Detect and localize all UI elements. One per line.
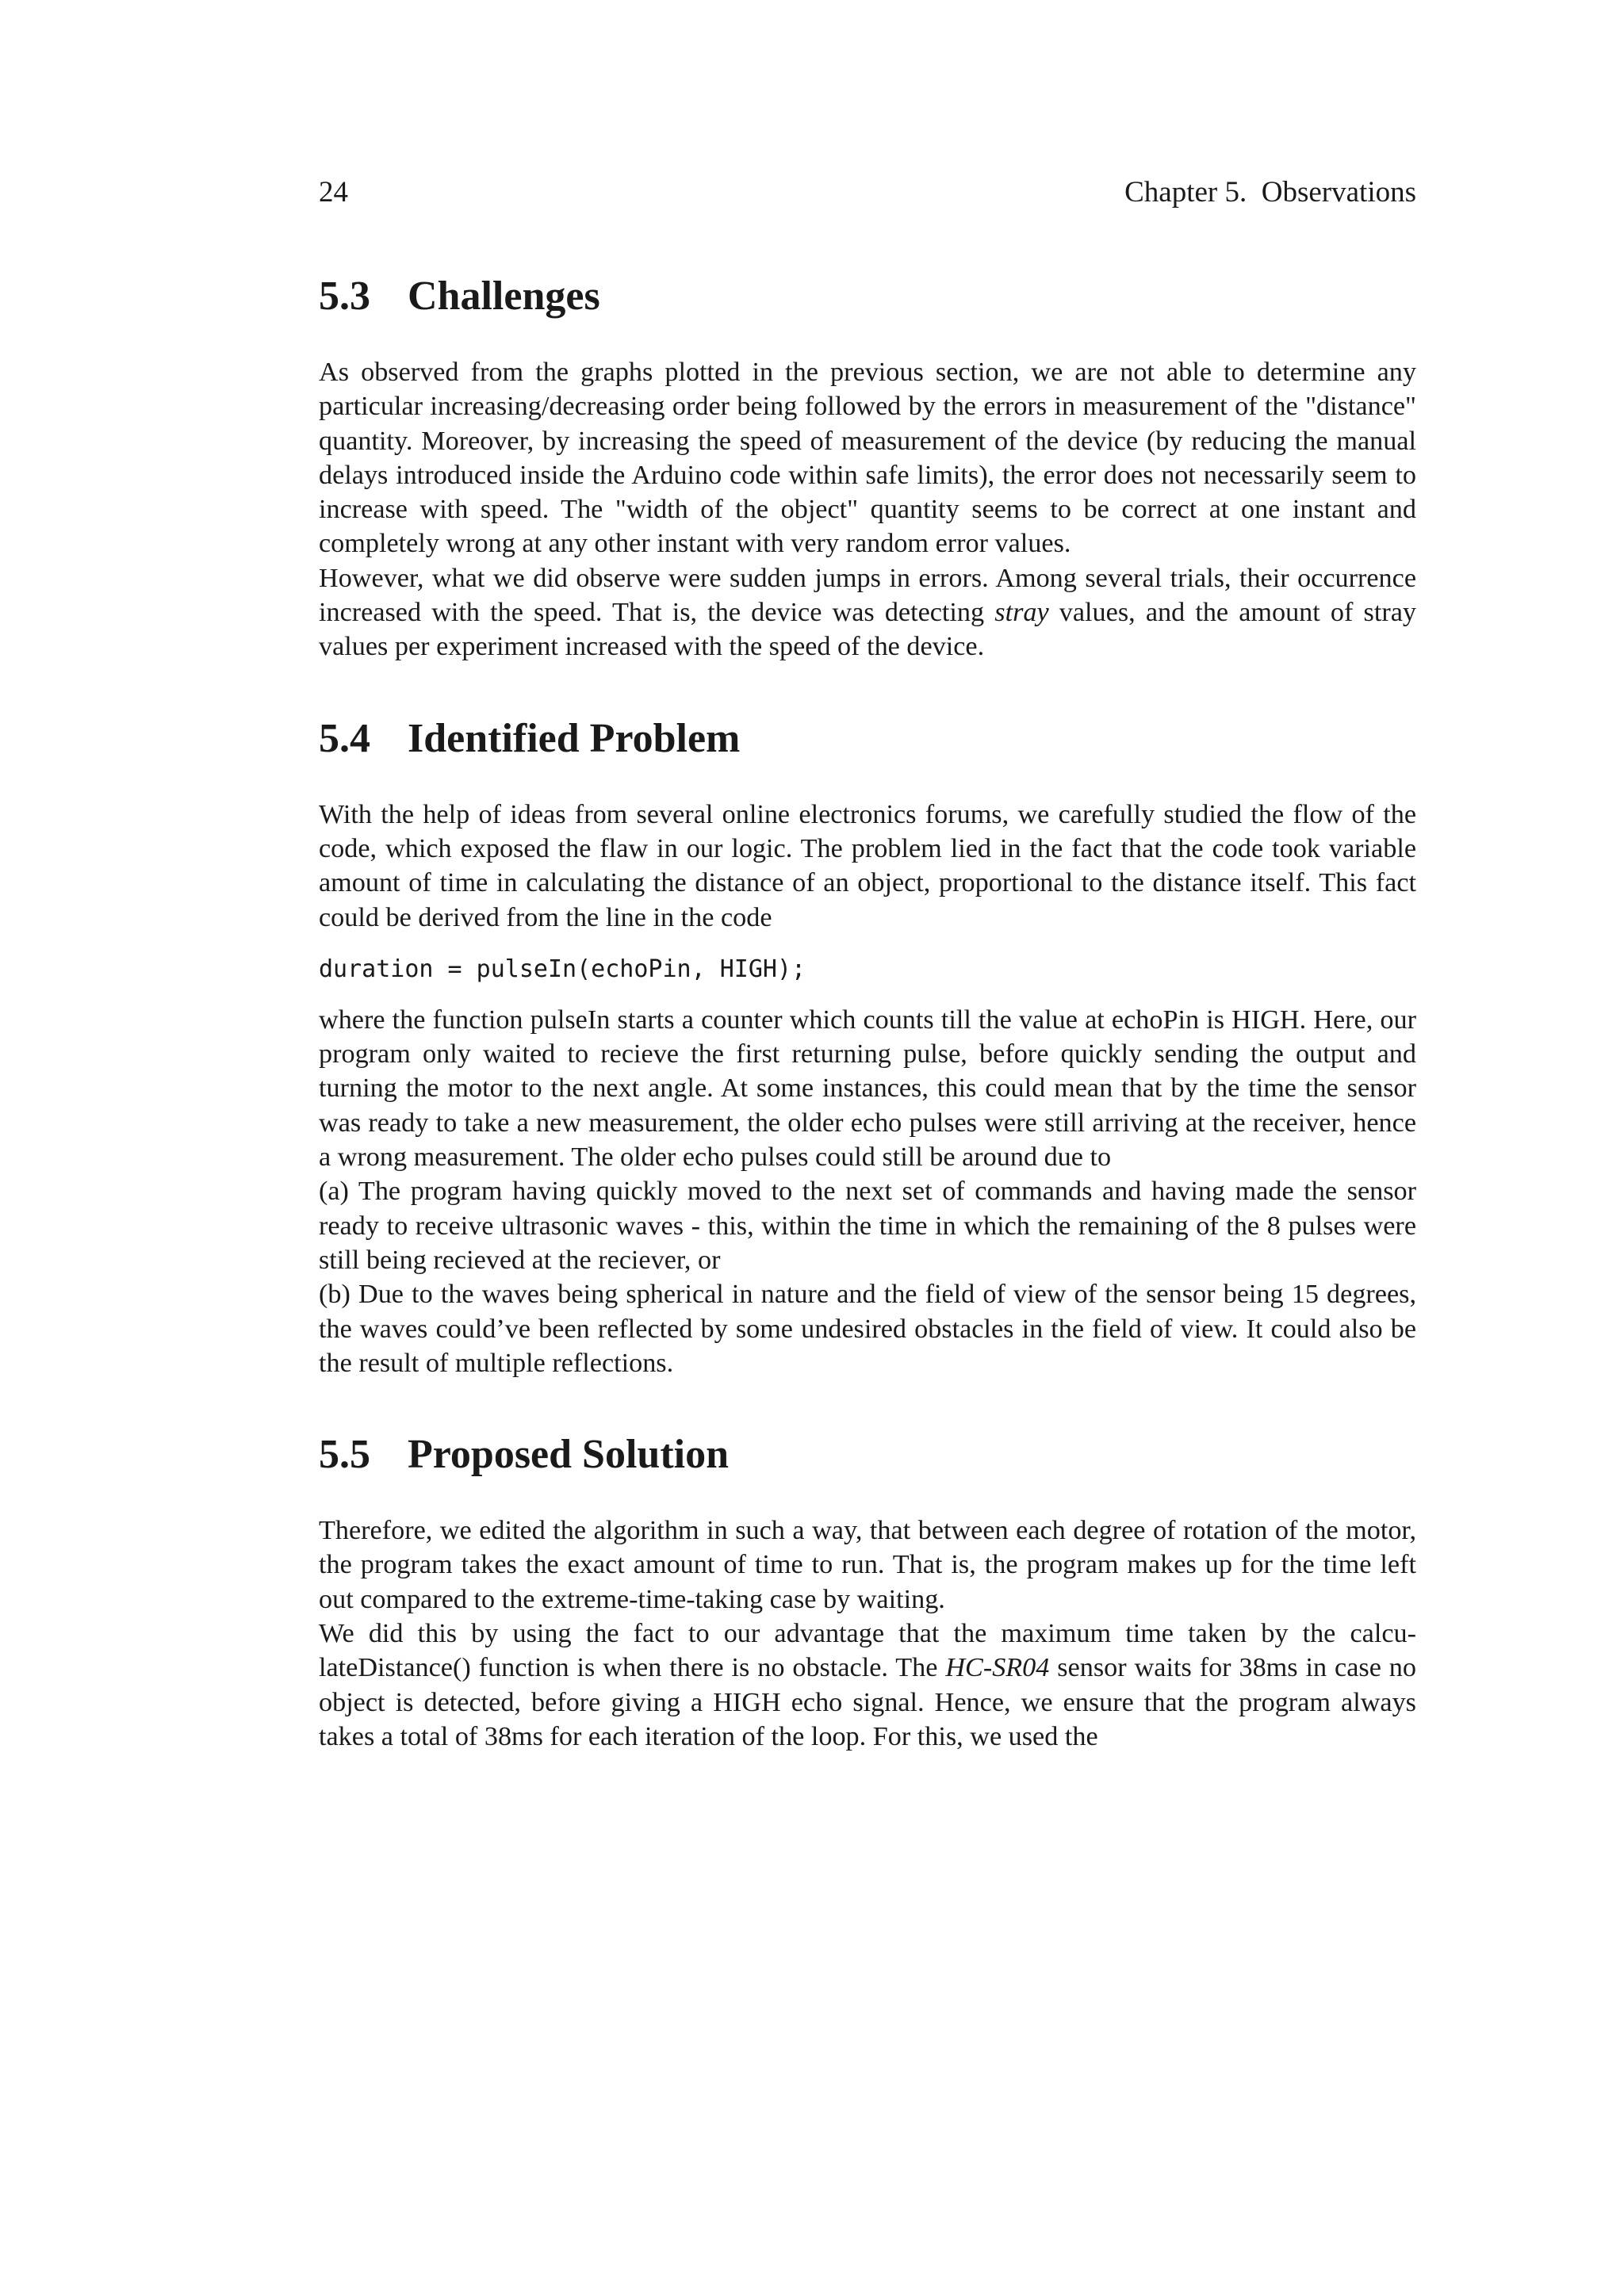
section-identified-problem <box>319 712 1416 1380</box>
page-body <box>319 270 1416 1754</box>
text-run: However, what we did observe were sudden jumps in errors. Among several trials, their occurrence increased with the speed. That is, the device was detecting <box>319 563 1416 628</box>
running-head: Chapter 5. Observations <box>1124 176 1416 209</box>
text-run: sensor waits for 38ms in case no object is detected, before giving a HIGH echo signal. Hence, we ensure that the program always takes a total of 38ms for each iteration of the loop. For this, we used the <box>319 1653 1416 1751</box>
text-run: values, and the amount of stray values per experiment increased with the speed of the device. <box>319 598 1416 662</box>
paragraph: (b) Due to the waves being spherical in nature and the field of view of the sensor being 15 degrees, the waves could’ve been reflected by some undesired obstacles in the field of view. It could also be the result of multiple reflections. <box>319 1280 1416 1378</box>
page-header <box>319 173 1416 212</box>
paragraph: (a) The program having quickly moved to the next set of commands and having made the sensor ready to receive ultrasonic waves - this, within the time in which the remaining of the 8 pulses were still being recieved at the reciever, or <box>319 1177 1416 1275</box>
section-heading <box>319 270 1416 323</box>
paragraph: As observed from the graphs plotted in the previous section, we are not able to determine any particular increasing/decreasing order being followed by the errors in measurement of the "distance" quantity. Moreover, by increasing the speed of measurement of the device (by reducing the manual delays introduced inside the Arduino code within safe limits), the error does not necessarily seem to increase with speed. The "width of the object" quantity seems to be correct at one instant and completely wrong at any other instant with very random error values. <box>319 358 1416 559</box>
paragraph: where the function pulseIn starts a counter which counts till the value at echoPin is HIGH. Here, our program only waited to recieve the first returning pulse, before quickly sending the output and turning the motor to the next angle. At some instances, this could mean that by the time the sensor was ready to take a new measurement, the older echo pulses were still arriving at the receiver, hence a wrong measurement. The older echo pulses could still be around due to <box>319 1004 1416 1173</box>
section-proposed-solution <box>319 1428 1416 1754</box>
section-title: Identified Problem <box>408 715 741 761</box>
emphasized-term: HC-SR04 <box>945 1653 1050 1683</box>
page-number: 24 <box>319 176 348 209</box>
emphasized-term: stray <box>994 598 1049 628</box>
section-challenges <box>319 270 1416 664</box>
paragraph: Therefore, we edited the algorithm in such a way, that between each degree of rotation of the motor, the program takes the exact amount of time to run. That is, the program makes up for the time left out compared to the extreme-time-taking case by waiting. <box>319 1516 1416 1614</box>
paragraph <box>319 1617 1416 1754</box>
paragraph: With the help of ideas from several online electronics forums, we carefully studied the flow of the code, which exposed the flaw in our logic. The problem lied in the fact that the code took variable amount of time in calculating the distance of an object, proportional to the distance itself. This fact could be derived from the line in the code <box>319 799 1416 932</box>
paragraph <box>319 561 1416 664</box>
section-title: Challenges <box>408 274 600 319</box>
code-snippet: duration = pulseIn(echoPin, HIGH); <box>319 955 806 983</box>
section-heading <box>319 1428 1416 1482</box>
section-title: Proposed Solution <box>408 1432 730 1478</box>
section-number: 5.3 <box>319 274 370 319</box>
section-heading <box>319 712 1416 766</box>
section-number: 5.5 <box>319 1432 370 1478</box>
text-run: We did this by using the fact to our advantage that the maximum time taken by the calculateDistance() function is when there is no obstacle. The <box>319 1619 1416 1683</box>
section-number: 5.4 <box>319 715 370 761</box>
